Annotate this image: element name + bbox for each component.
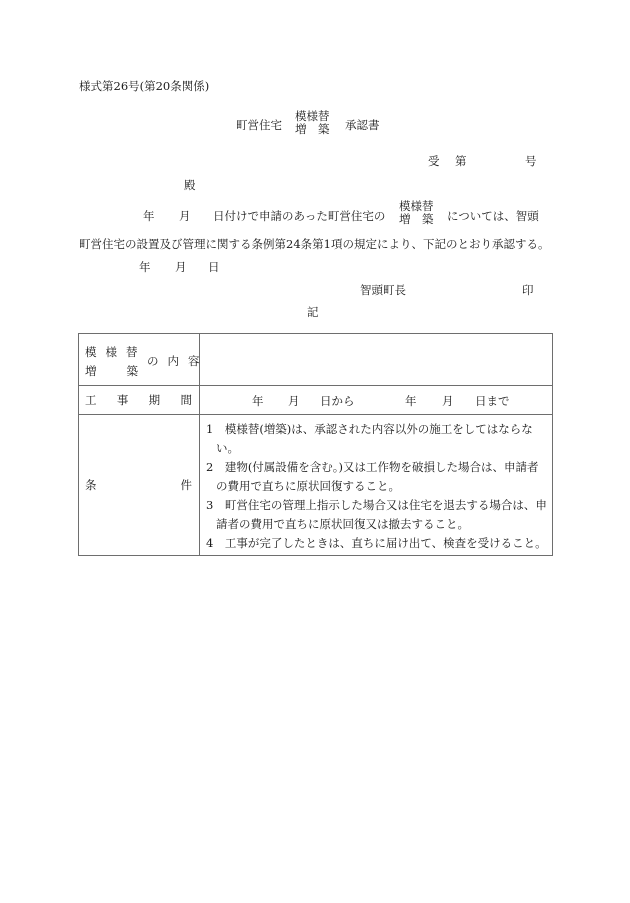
body-year: 年 — [143, 209, 155, 223]
issuer-name: 智頭町長 — [360, 283, 406, 297]
label-char: 間 — [180, 393, 192, 407]
label-char: 工 — [85, 393, 97, 407]
date-month: 月 — [175, 260, 187, 274]
date-day: 日 — [208, 260, 220, 274]
label-char: 模 — [85, 344, 97, 359]
from-year: 年 — [252, 394, 264, 408]
addressee-suffix: 殿 — [184, 178, 196, 192]
reception-go: 号 — [525, 154, 537, 168]
body-option-bottom: 増 築 — [399, 212, 434, 226]
to-month: 月 — [442, 394, 454, 408]
title-option-bottom: 増 築 — [295, 122, 330, 136]
reception-dai: 第 — [455, 154, 467, 168]
table-row-content — [79, 334, 553, 386]
content-label-top — [85, 344, 138, 360]
label-char: 様 — [105, 344, 117, 359]
label-char: 替 — [126, 344, 138, 359]
table-row-conditions — [79, 415, 553, 556]
conditions-list — [200, 416, 552, 555]
body-month: 月 — [179, 209, 191, 223]
table-row-period — [79, 386, 553, 415]
label-char: 期 — [148, 393, 161, 407]
from-day: 日から — [320, 394, 355, 408]
period-value-cell[interactable] — [200, 386, 553, 415]
label-char: 件 — [180, 478, 192, 492]
condition-item: 2 建物(付属設備を含む。)又は工作物を破損した場合は、申請者の費用で直ちに原状回復すること。 — [206, 459, 539, 493]
from-month: 月 — [288, 394, 300, 408]
to-year: 年 — [405, 394, 417, 408]
to-day: 日まで — [475, 394, 510, 408]
condition-item: 4 工事が完了したときは、直ちに届け出て、検査を受けること。 — [206, 535, 547, 550]
body-line1-mid: 日付けで申請のあった町営住宅の — [213, 209, 386, 223]
condition-item: 1 模様替(増築)は、承認された内容以外の施工をしてはならない。 — [206, 421, 533, 455]
condition-item: 3 町営住宅の管理上指示した場合又は住宅を退去する場合は、申請者の費用で直ちに原状回復又は撤去すること。 — [206, 497, 547, 531]
conditions-label-cell — [79, 415, 200, 556]
label-char: 条 — [85, 478, 97, 492]
title-suffix: 承認書 — [345, 118, 380, 132]
label-char: 容 — [188, 353, 200, 368]
period-label — [79, 392, 199, 408]
body-option — [399, 200, 434, 226]
title-prefix: 町営住宅 — [236, 118, 282, 132]
date-year: 年 — [139, 260, 151, 274]
period-label-cell — [79, 386, 200, 415]
label-char: 内 — [167, 353, 179, 368]
content-label-cell — [79, 334, 200, 386]
label-char: 事 — [116, 393, 129, 407]
body-line2: 町営住宅の設置及び管理に関する条例第24条第1項の規定により、下記のとおり承認する。 — [79, 237, 550, 251]
issuer-seal: 印 — [522, 283, 534, 297]
title-option — [295, 110, 330, 136]
body-option-top: 模様替 — [399, 199, 434, 213]
label-char: の — [147, 353, 159, 368]
body-line1-end: については、智頭 — [447, 209, 539, 223]
conditions-label — [79, 477, 199, 493]
content-label-suffix — [147, 353, 200, 369]
label-char: 築 — [126, 363, 138, 378]
content-label-bottom — [85, 363, 138, 379]
reception-uke: 受 — [428, 154, 440, 168]
content-value-cell[interactable] — [200, 334, 553, 386]
form-number: 様式第26号(第20条関係) — [79, 79, 210, 93]
title-option-top: 模様替 — [295, 109, 330, 123]
label-char: 増 — [85, 363, 97, 378]
conditions-value-cell — [200, 415, 553, 556]
approval-table — [78, 333, 553, 556]
ki-heading: 記 — [307, 305, 319, 319]
